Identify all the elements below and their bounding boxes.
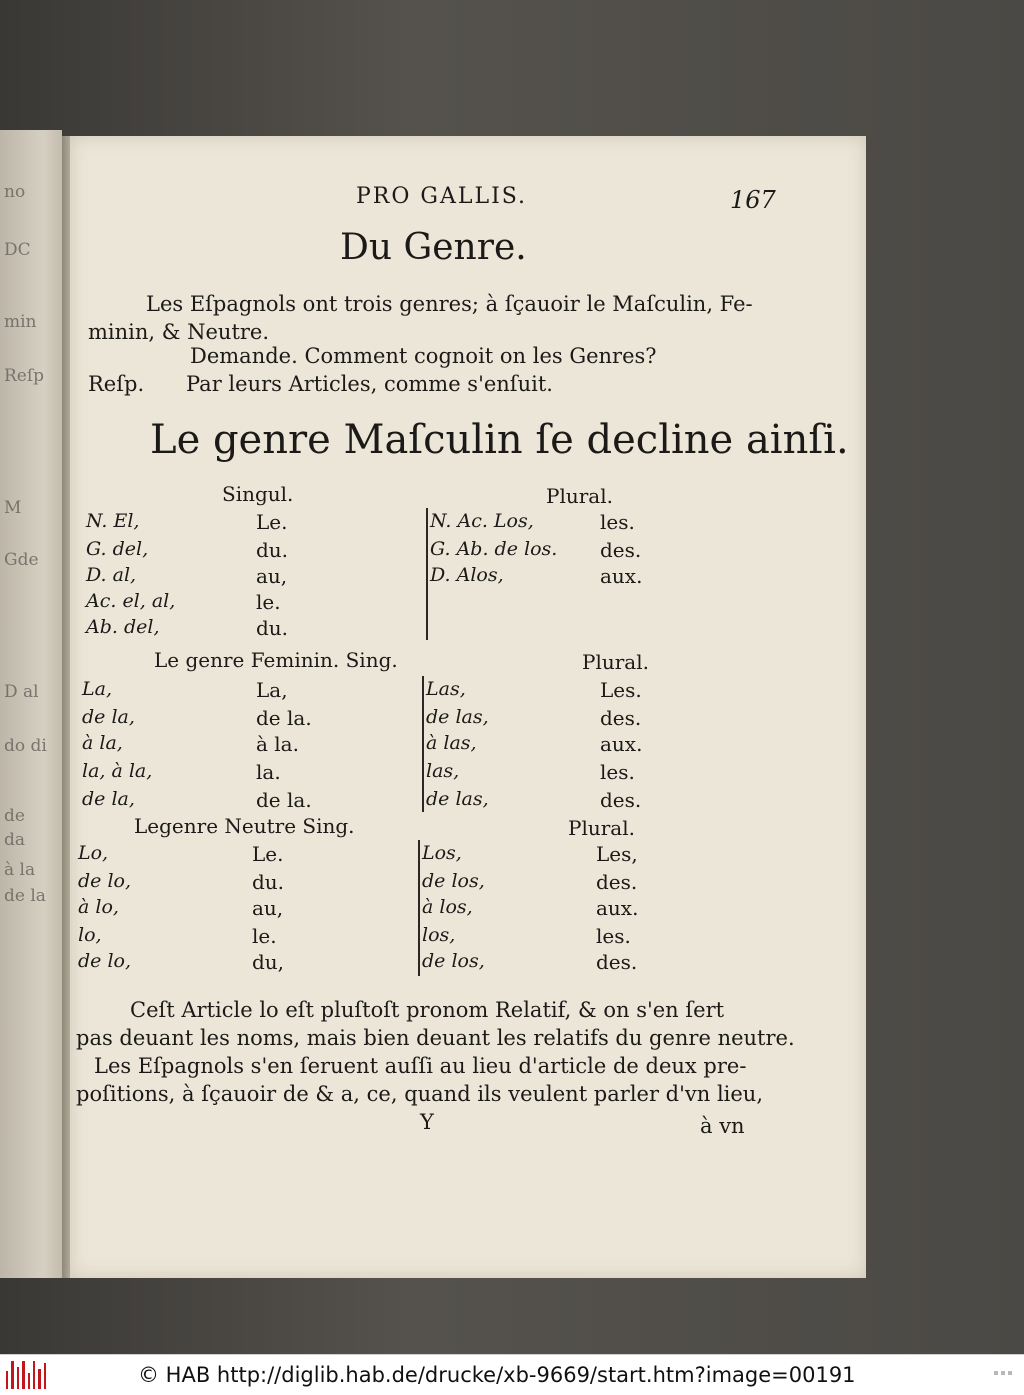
left-fragment: de la — [4, 886, 46, 906]
table-cell: Ac. el, al, — [86, 590, 176, 612]
table-cell: de lo, — [78, 870, 132, 892]
masc-plural-header: Plural. — [546, 484, 613, 508]
table-cell: des. — [600, 788, 642, 812]
table-cell: les. — [600, 760, 635, 784]
table-cell: Les, — [596, 842, 638, 866]
table-cell: G. Ab. de los. — [430, 538, 558, 560]
column-rule — [418, 840, 420, 976]
left-fragment: de — [4, 806, 25, 826]
table-cell: D. al, — [86, 564, 137, 586]
signature-mark: Y — [420, 1110, 434, 1134]
left-page-edge — [0, 130, 62, 1278]
intro-question: Demande. Comment cognoit on les Genres? — [190, 344, 657, 368]
table-cell: à la. — [256, 732, 299, 756]
response-label: Reſp. — [88, 372, 145, 396]
fem-singular-header: Le genre Feminin. Sing. — [154, 648, 398, 672]
table-cell: du. — [256, 616, 289, 640]
table-cell: Le. — [256, 510, 288, 534]
table-cell: La, — [256, 678, 288, 702]
left-fragment: Gde — [4, 550, 39, 570]
table-cell: à las, — [426, 732, 477, 754]
left-fragment: DC — [4, 240, 31, 260]
neut-plural-header: Plural. — [568, 816, 635, 840]
table-cell: la, à la, — [82, 760, 153, 782]
hab-logo-icon — [6, 1361, 46, 1389]
table-cell: le. — [252, 924, 277, 948]
declension-heading: Le genre Maſculin ſe decline ainſi. — [150, 417, 849, 463]
table-cell: N. El, — [86, 510, 140, 532]
table-cell: de la, — [82, 788, 135, 810]
table-cell: les. — [600, 510, 635, 534]
left-fragment: à la — [4, 860, 36, 880]
paragraph-line: Ceſt Article lo eſt pluſtoſt pronom Relatif, & on s'en ſert — [130, 998, 725, 1022]
table-cell: de lo, — [78, 950, 132, 972]
left-fragment: D al — [4, 682, 39, 702]
table-cell: à la, — [82, 732, 123, 754]
table-cell: Lo, — [78, 842, 109, 864]
table-cell: des. — [600, 706, 642, 730]
table-cell: N. Ac. Los, — [430, 510, 534, 532]
table-cell: los, — [422, 924, 456, 946]
table-cell: au, — [256, 564, 288, 588]
table-cell: à lo, — [78, 896, 119, 918]
paragraph-line: pas deuant les noms, mais bien deuant les relatifs du genre neutre. — [76, 1026, 795, 1050]
table-cell: au, — [252, 896, 284, 920]
table-cell: des. — [596, 950, 638, 974]
masc-singular-header: Singul. — [222, 482, 294, 506]
table-cell: du, — [252, 950, 285, 974]
table-cell: les. — [596, 924, 631, 948]
table-cell: de las, — [426, 706, 489, 728]
table-cell: du. — [256, 538, 289, 562]
table-cell: La, — [82, 678, 112, 700]
paragraph-line: Les Eſpagnols s'en ſeruent auſſi au lieu d'article de deux pre- — [94, 1054, 747, 1078]
table-cell: des. — [596, 870, 638, 894]
copyright-caption: © HAB http://diglib.hab.de/drucke/xb-9669/start.htm?image=00191 — [138, 1363, 856, 1387]
table-cell: à los, — [422, 896, 473, 918]
table-cell: de las, — [426, 788, 489, 810]
book-page — [70, 136, 866, 1278]
table-cell: D. Alos, — [430, 564, 504, 586]
table-cell: la. — [256, 760, 281, 784]
table-cell: des. — [600, 538, 642, 562]
left-fragment: no — [4, 182, 26, 202]
table-cell: de la, — [82, 706, 135, 728]
neut-singular-header: Legenre Neutre Sing. — [134, 814, 355, 838]
catchword: à vn — [700, 1114, 745, 1138]
table-cell: de los, — [422, 870, 485, 892]
dots-icon — [994, 1371, 1012, 1375]
table-cell: Les. — [600, 678, 642, 702]
table-cell: las, — [426, 760, 460, 782]
table-cell: aux. — [600, 732, 643, 756]
column-rule — [422, 676, 424, 812]
paragraph-line: poſitions, à ſçauoir de & a, ce, quand ils veulent parler d'vn lieu, — [76, 1082, 764, 1106]
table-cell: de la. — [256, 788, 312, 812]
left-fragment: min — [4, 312, 37, 332]
fem-plural-header: Plural. — [582, 650, 649, 674]
table-cell: Ab. del, — [86, 616, 160, 638]
running-head: PRO GALLIS. — [356, 184, 528, 209]
caption-bar — [0, 1354, 1024, 1395]
table-cell: G. del, — [86, 538, 149, 560]
table-cell: aux. — [596, 896, 639, 920]
table-cell: du. — [252, 870, 285, 894]
table-cell: de los, — [422, 950, 485, 972]
table-cell: Las, — [426, 678, 466, 700]
table-cell: Los, — [422, 842, 462, 864]
left-fragment: da — [4, 830, 26, 850]
response-text: Par leurs Articles, comme s'enſuit. — [186, 372, 553, 396]
table-cell: lo, — [78, 924, 102, 946]
left-fragment: M — [4, 498, 22, 518]
left-fragment: Reſp — [4, 366, 45, 386]
table-cell: Le. — [252, 842, 284, 866]
section-title: Du Genre. — [340, 227, 527, 268]
table-cell: le. — [256, 590, 281, 614]
page-number: 167 — [730, 186, 776, 214]
intro-line: minin, & Neutre. — [88, 320, 270, 344]
table-cell: de la. — [256, 706, 312, 730]
table-cell: aux. — [600, 564, 643, 588]
column-rule — [426, 508, 428, 640]
left-fragment: do di — [4, 736, 47, 756]
intro-line: Les Eſpagnols ont trois genres; à ſçauoir le Maſculin, Fe- — [146, 292, 753, 316]
